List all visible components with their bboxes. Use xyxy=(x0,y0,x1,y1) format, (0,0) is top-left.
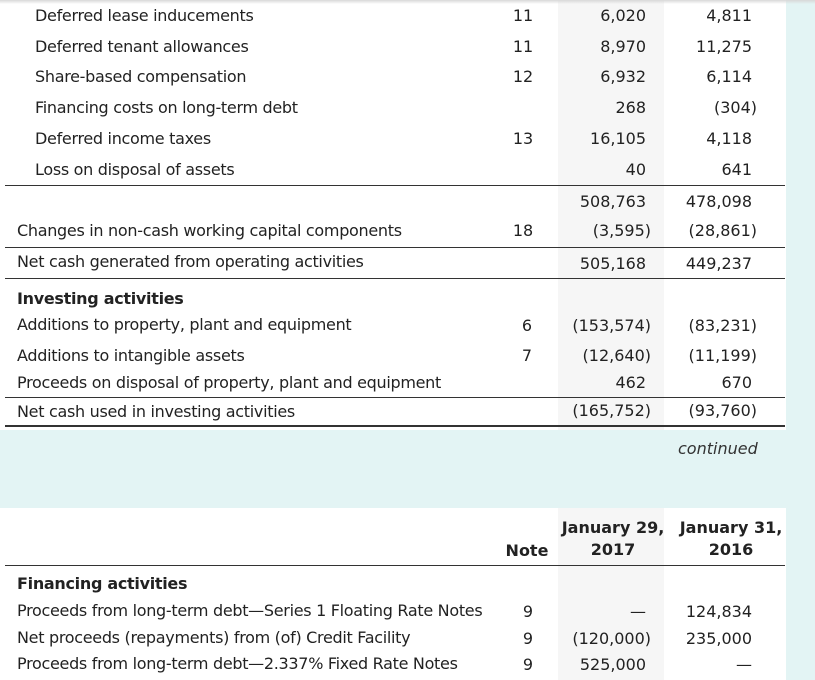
row-value-2017: (120,000) xyxy=(572,629,651,648)
row-note: 6 xyxy=(521,316,533,335)
header-rule xyxy=(5,565,785,566)
net-investing-2017: (165,752) xyxy=(572,401,651,420)
row-value-2016: 124,834 xyxy=(685,602,752,621)
row-value-2017: 40 xyxy=(625,160,646,179)
row-value-2016: (11,199) xyxy=(688,346,757,365)
row-label: Share-based compensation xyxy=(35,67,247,86)
row-value-2016: (28,861) xyxy=(688,221,757,240)
right-margin-strip xyxy=(786,0,815,680)
net-investing-2016: (93,760) xyxy=(688,401,757,420)
row-label: Deferred income taxes xyxy=(35,129,211,148)
row-value-2017: (12,640) xyxy=(582,346,651,365)
row-value-2016: 670 xyxy=(721,373,752,392)
row-label: Proceeds on disposal of property, plant and equipment xyxy=(17,373,441,392)
subtotal-2017: 508,763 xyxy=(579,192,646,211)
top-edge-shadow xyxy=(0,0,815,4)
cash-flow-statement-lower xyxy=(0,508,786,680)
net-operating-2017: 505,168 xyxy=(579,254,646,273)
row-value-2017: 462 xyxy=(615,373,646,392)
row-label: Deferred lease inducements xyxy=(35,6,254,25)
row-value-2016: (304) xyxy=(713,98,757,117)
row-label: Additions to intangible assets xyxy=(17,346,245,365)
divider xyxy=(5,278,785,279)
row-note: 11 xyxy=(512,37,534,56)
row-label: Proceeds from long-term debt—2.337% Fixed Rate Notes xyxy=(17,654,458,673)
row-note: 9 xyxy=(522,629,534,648)
row-label: Net proceeds (repayments) from (of) Credit Facility xyxy=(17,628,411,647)
divider xyxy=(5,247,785,248)
net-investing-label: Net cash used in investing activities xyxy=(17,402,295,421)
row-note: 11 xyxy=(512,6,534,25)
row-value-2017: (153,574) xyxy=(572,316,651,335)
row-value-2016: 4,811 xyxy=(706,6,752,25)
row-label: Proceeds from long-term debt—Series 1 Floating Rate Notes xyxy=(17,601,483,620)
row-value-2017: 6,932 xyxy=(600,67,646,86)
row-value-2017: 8,970 xyxy=(600,37,646,56)
row-value-2017: 268 xyxy=(615,98,646,117)
row-value-2017: (3,595) xyxy=(592,221,651,240)
row-note: 13 xyxy=(512,129,534,148)
continued-label: continued xyxy=(678,439,758,458)
row-note: 9 xyxy=(522,655,534,674)
row-label: Loss on disposal of assets xyxy=(35,160,235,179)
note-column-header: Note xyxy=(505,541,549,560)
investing-heading: Investing activities xyxy=(17,289,184,308)
subtotal-2016: 478,098 xyxy=(685,192,752,211)
divider xyxy=(5,397,785,398)
net-operating-label: Net cash generated from operating activities xyxy=(17,252,364,271)
financing-heading: Financing activities xyxy=(17,574,188,593)
row-label: Additions to property, plant and equipment xyxy=(17,315,352,334)
row-value-2017: 6,020 xyxy=(600,6,646,25)
row-value-2016: 4,118 xyxy=(706,129,752,148)
row-note: 18 xyxy=(512,221,534,240)
row-label: Deferred tenant allowances xyxy=(35,37,249,56)
col-2016-header-line2: 2016 xyxy=(708,540,754,559)
row-note: 12 xyxy=(512,67,534,86)
row-value-2016: 641 xyxy=(721,160,752,179)
divider xyxy=(5,185,785,186)
row-value-2017: 525,000 xyxy=(579,655,646,674)
row-value-2016: — xyxy=(736,655,752,674)
net-operating-2016: 449,237 xyxy=(685,254,752,273)
row-label: Financing costs on long-term debt xyxy=(35,98,298,117)
row-value-2017: — xyxy=(630,602,646,621)
bottom-rule xyxy=(5,425,785,427)
row-label: Changes in non-cash working capital components xyxy=(17,221,402,240)
col-2016-header-line1: January 31, xyxy=(679,518,783,537)
row-value-2017: 16,105 xyxy=(590,129,646,148)
col-2017-header-line1: January 29, xyxy=(561,518,665,537)
row-note: 7 xyxy=(521,346,533,365)
row-value-2016: 11,275 xyxy=(696,37,752,56)
col-2017-header-line2: 2017 xyxy=(590,540,636,559)
row-value-2016: (83,231) xyxy=(688,316,757,335)
row-value-2016: 235,000 xyxy=(685,629,752,648)
row-note: 9 xyxy=(522,602,534,621)
row-value-2016: 6,114 xyxy=(706,67,752,86)
